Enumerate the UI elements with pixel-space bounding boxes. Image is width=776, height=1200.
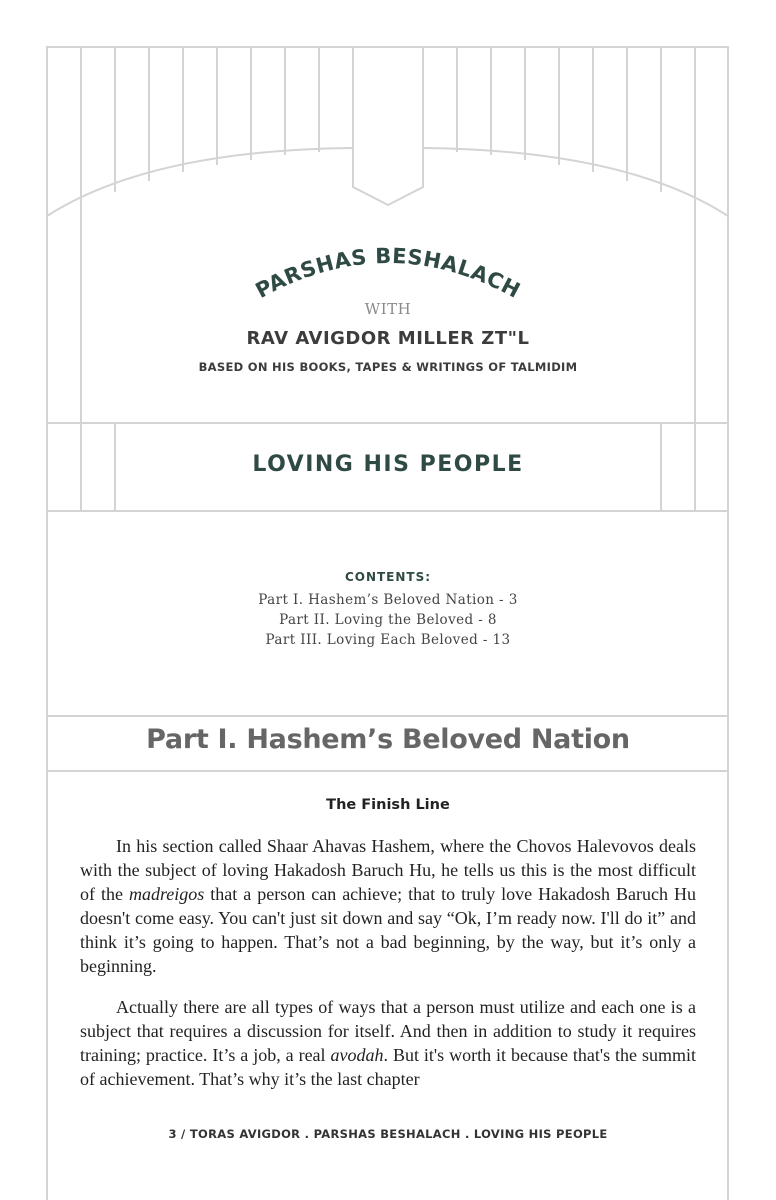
rav-name: RAV AVIGDOR MILLER ZT"L bbox=[246, 328, 530, 349]
page-subtitle: LOVING HIS PEOPLE bbox=[252, 452, 524, 477]
toc-item[interactable]: Part I. Hashem’s Beloved Nation - 3 bbox=[258, 592, 518, 608]
toc-item[interactable]: Part III. Loving Each Beloved - 13 bbox=[265, 632, 511, 648]
with-label: WITH bbox=[364, 300, 412, 318]
body-paragraph: Actually there are all types of ways that a person must utilize and each one is a subject that requires a discussion for itself. And then in addition to study it requires training; practice. It’s a job, a real avodah. But it's worth it because that's the summit of achievement. That’s why it’s the last chapter bbox=[80, 997, 696, 1089]
parsha-title: PARSHAS BESHALACH bbox=[251, 243, 525, 303]
toc-item[interactable]: Part II. Loving the Beloved - 8 bbox=[279, 612, 497, 628]
part-heading: Part I. Hashem’s Beloved Nation bbox=[146, 724, 630, 755]
page-footer: 3 / TORAS AVIGDOR . PARSHAS BESHALACH . LOVING HIS PEOPLE bbox=[168, 1127, 608, 1141]
based-on-line: BASED ON HIS BOOKS, TAPES & WRITINGS OF TALMIDIM bbox=[198, 360, 578, 374]
contents-label: CONTENTS: bbox=[344, 570, 432, 584]
body-paragraph: In his section called Shaar Ahavas Hashem, where the Chovos Halevovos deals with the subject of loving Hakadosh Baruch Hu, he tells us this is the most difficult of the madreigos that a person can achieve; that to truly love Hakadosh Baruch Hu doesn't come easy. You can't just sit down and say “Ok, I’m ready now. I'll do it” and think it’s going to happen. That’s not a bad beginning, by the way, but it’s only a beginning. bbox=[80, 836, 696, 976]
section-title: The Finish Line bbox=[326, 797, 450, 813]
